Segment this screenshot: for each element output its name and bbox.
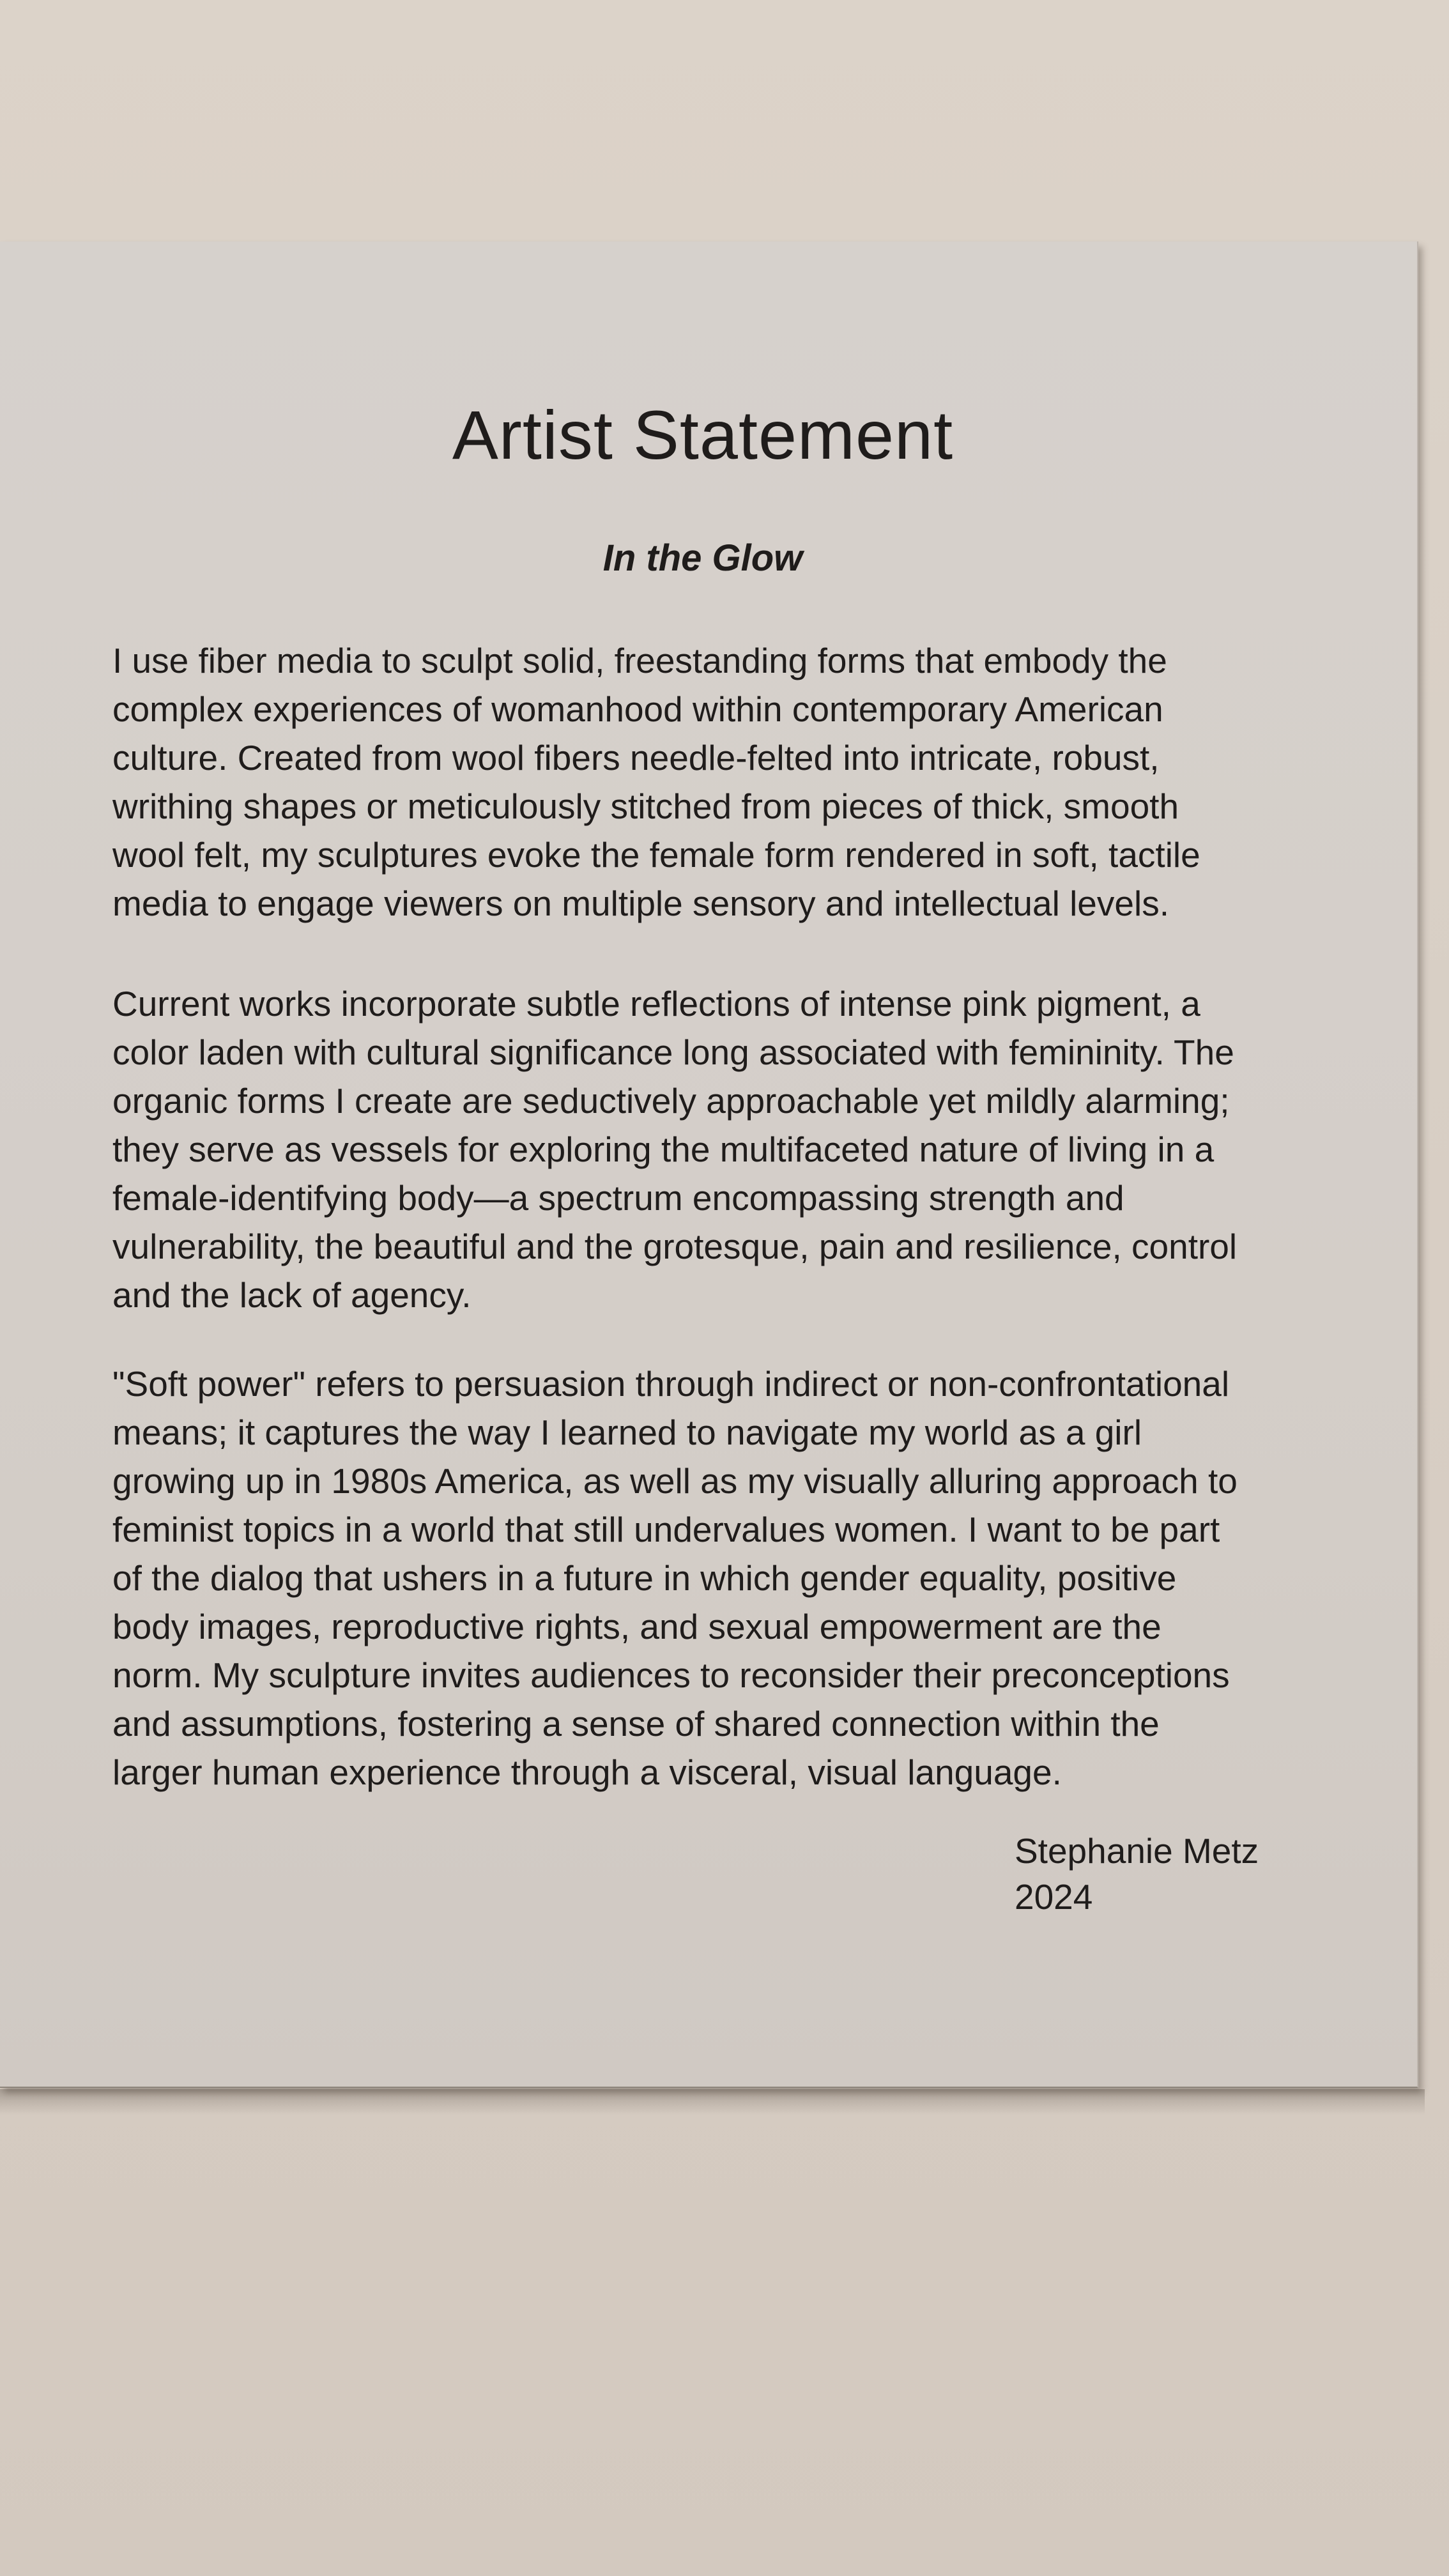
text-line: complex experiences of womanhood within contemporary American (112, 689, 1163, 729)
text-line: and the lack of agency. (112, 1275, 471, 1315)
text-line: feminist topics in a world that still undervalues women. I want to be part (112, 1510, 1220, 1549)
statement-paragraph-1 (112, 636, 1288, 928)
text-line: means; it captures the way I learned to navigate my world as a girl (112, 1413, 1142, 1452)
text-line: organic forms I create are seductively approachable yet mildly alarming; (112, 1081, 1230, 1121)
text-line: growing up in 1980s America, as well as my visually alluring approach to (112, 1461, 1238, 1501)
text-line: vulnerability, the beautiful and the grotesque, pain and resilience, control (112, 1227, 1238, 1266)
text-line: "Soft power" refers to persuasion through indirect or non-confrontational (112, 1364, 1230, 1404)
text-line: Current works incorporate subtle reflections of intense pink pigment, a (112, 984, 1200, 1023)
artist-name: Stephanie Metz (1015, 1831, 1259, 1871)
text-line: color laden with cultural significance long associated with femininity. The (112, 1032, 1234, 1072)
text-line: body images, reproductive rights, and sexual empowerment are the (112, 1607, 1162, 1646)
text-line: culture. Created from wool fibers needle-felted into intricate, robust, (112, 738, 1160, 778)
statement-paragraph-2 (112, 979, 1288, 1319)
statement-paragraph-3 (112, 1360, 1288, 1797)
text-line: of the dialog that ushers in a future in which gender equality, positive (112, 1558, 1177, 1598)
text-line: I use fiber media to sculpt solid, freestanding forms that embody the (112, 641, 1167, 680)
placard-shadow (0, 2089, 1425, 2115)
exhibition-subtitle: In the Glow (602, 537, 803, 579)
statement-year: 2024 (1015, 1877, 1093, 1917)
text-line: wool felt, my sculptures evoke the female form rendered in soft, tactile (112, 835, 1200, 875)
text-line: they serve as vessels for exploring the multifaceted nature of living in a (112, 1130, 1215, 1169)
text-line: norm. My sculpture invites audiences to reconsider their preconceptions (112, 1655, 1230, 1695)
text-line: female-identifying body—a spectrum encompassing strength and (112, 1178, 1124, 1218)
artist-signature (1015, 1828, 1259, 1920)
text-line: and assumptions, fostering a sense of shared connection within the (112, 1704, 1160, 1744)
text-line: writhing shapes or meticulously stitched from pieces of thick, smooth (112, 786, 1179, 826)
text-line: media to engage viewers on multiple sensory and intellectual levels. (112, 884, 1169, 923)
text-line: larger human experience through a visceral, visual language. (112, 1752, 1062, 1792)
artist-statement-placard (0, 241, 1418, 2088)
statement-title: Artist Statement (452, 396, 954, 473)
